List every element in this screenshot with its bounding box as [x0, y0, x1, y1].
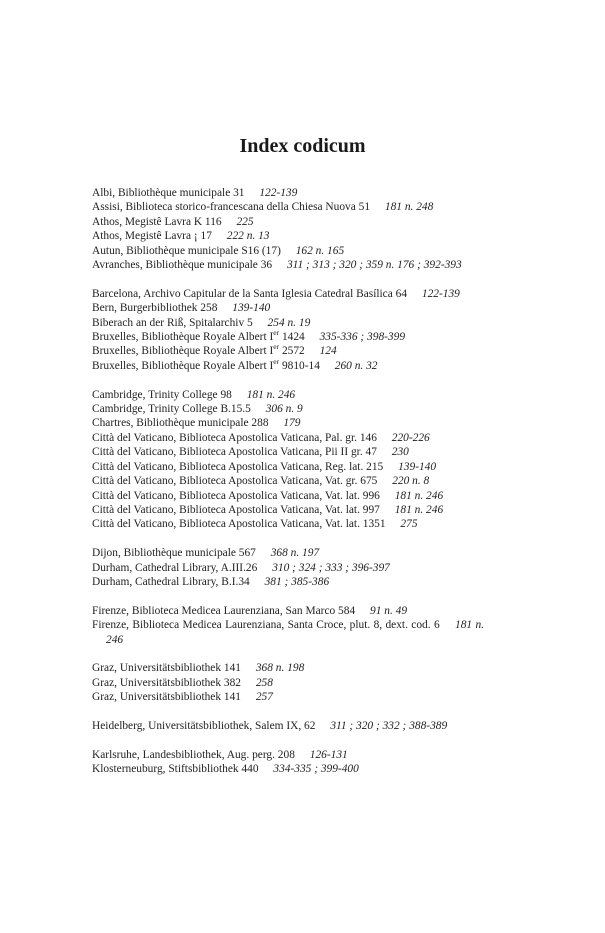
shelfmark: Città del Vaticano, Biblioteca Apostolica Vaticana, Vat. lat. 1351 — [92, 518, 386, 531]
page-references: 275 — [400, 518, 418, 531]
index-entry — [92, 229, 484, 243]
shelfmark: Bruxelles, Bibliothèque Royale Albert I — [92, 345, 274, 358]
index-entry — [92, 186, 484, 200]
shelfmark: Durham, Cathedral Library, B.I.34 — [92, 575, 250, 588]
ordinal-superscript: er — [273, 357, 280, 367]
index-entry — [92, 388, 484, 402]
shelfmark: Cambridge, Trinity College 98 — [92, 388, 232, 401]
shelfmark: Città del Vaticano, Biblioteca Apostolica Vaticana, Pal. gr. 146 — [92, 431, 377, 444]
page-references: 122-139 — [259, 187, 298, 199]
shelfmark: Firenze, Biblioteca Medicea Laurenziana, Santa Croce, plut. 8, dext. cod. 6 — [92, 619, 440, 632]
page-references: 126-131 — [309, 748, 348, 761]
index-letter-group — [92, 719, 484, 733]
page-title: Index codicum — [239, 135, 366, 157]
page-references: 179 — [283, 417, 301, 430]
page-references: 258 — [255, 676, 273, 689]
page-references: 181 n. 246 — [394, 503, 444, 516]
shelfmark: Bruxelles, Bibliothèque Royale Albert I — [92, 331, 274, 344]
shelfmark: Autun, Bibliothèque municipale S16 (17) — [92, 244, 281, 257]
shelfmark: Firenze, Biblioteca Medicea Laurenziana, San Marco 584 — [92, 604, 356, 617]
index-letter-group — [92, 748, 484, 777]
shelfmark: Città del Vaticano, Biblioteca Apostolica Vaticana, Vat. lat. 996 — [92, 489, 380, 502]
shelfmark: Barcelona, Archivo Capitular de la Santa Iglesia Catedral Basílica 64 — [92, 287, 408, 300]
shelfmark: Heidelberg, Universitätsbibliothek, Salem IX, 62 — [92, 719, 316, 732]
index-entry — [92, 575, 484, 589]
index-entry — [92, 287, 484, 301]
index-entry — [92, 748, 484, 762]
index-entry — [92, 661, 484, 675]
index-entry — [92, 316, 484, 330]
shelfmark: Athos, Megistê Lavra ¡ 17 — [92, 230, 212, 243]
shelfmark: Dijon, Bibliothèque municipale 567 — [92, 547, 256, 560]
page-references: 257 — [255, 691, 273, 704]
page-references: 91 n. 49 — [370, 604, 408, 617]
page-references: 306 n. 9 — [265, 403, 303, 416]
index-entry — [92, 445, 484, 459]
index-entry — [92, 301, 484, 315]
page-references: 368 n. 197 — [270, 547, 320, 560]
ordinal-superscript: er — [273, 342, 280, 352]
shelfmark-number: 1424 — [279, 331, 305, 344]
index-letter-group — [92, 186, 484, 272]
shelfmark: Chartres, Bibliothèque municipale 288 — [92, 417, 269, 430]
page-references: 139-140 — [398, 460, 437, 473]
index-entry — [92, 604, 484, 618]
index-entry — [92, 344, 484, 358]
page-references: 254 n. 19 — [267, 316, 311, 329]
index-entry — [92, 460, 484, 474]
shelfmark: Athos, Megistê Lavra K 116 — [92, 215, 222, 228]
index-entry — [92, 416, 484, 430]
page-references: 225 — [236, 215, 254, 228]
index-entry — [92, 762, 484, 776]
page-references: 139-140 — [232, 302, 271, 315]
shelfmark: Assisi, Biblioteca storico-francescana della Chiesa Nuova 51 — [92, 201, 371, 214]
page-references: 230 — [391, 446, 409, 459]
shelfmark: Graz, Universitätsbibliothek 141 — [92, 691, 241, 704]
shelfmark: Avranches, Bibliothèque municipale 36 — [92, 259, 273, 272]
index-entry — [92, 244, 484, 258]
index-entry — [92, 489, 484, 503]
page-references: 181 n. 248 — [384, 201, 434, 214]
index-entry — [92, 258, 484, 272]
page-references: 122-139 — [421, 287, 460, 300]
page-references: 260 n. 32 — [334, 359, 378, 372]
page-references: 181 n. 246 — [106, 619, 484, 646]
shelfmark: Biberach an der Riß, Spitalarchiv 5 — [92, 316, 253, 329]
index-entry — [92, 517, 484, 531]
shelfmark: Città del Vaticano, Biblioteca Apostolica Vaticana, Pii II gr. 47 — [92, 446, 377, 459]
shelfmark: Albi, Bibliothèque municipale 31 — [92, 187, 245, 199]
shelfmark: Città del Vaticano, Biblioteca Apostolica Vaticana, Reg. lat. 215 — [92, 460, 384, 473]
index-entry — [92, 402, 484, 416]
shelfmark: Graz, Universitätsbibliothek 382 — [92, 676, 241, 689]
shelfmark: Città del Vaticano, Biblioteca Apostolica Vaticana, Vat. gr. 675 — [92, 475, 378, 488]
shelfmark: Klosterneuburg, Stiftsbibliothek 440 — [92, 763, 259, 776]
index-entry — [92, 200, 484, 214]
shelfmark: Cambridge, Trinity College B.15.5 — [92, 403, 251, 416]
index-entry — [92, 676, 484, 690]
index-entry — [92, 546, 484, 560]
manuscript-index — [92, 186, 484, 791]
page-references: 222 n. 13 — [226, 230, 270, 243]
page-references: 162 n. 165 — [295, 244, 345, 257]
index-letter-group — [92, 287, 484, 373]
page-references: 335-336 ; 398-399 — [319, 331, 406, 344]
page-references: 368 n. 198 — [255, 662, 305, 675]
index-entry — [92, 359, 484, 373]
page-references: 334-335 ; 399-400 — [273, 763, 359, 776]
shelfmark: Bruxelles, Bibliothèque Royale Albert I — [92, 359, 274, 372]
page-references: 220-226 — [391, 431, 430, 444]
index-entry — [92, 561, 484, 575]
index-letter-group — [92, 546, 484, 589]
index-letter-group — [92, 604, 484, 647]
index-entry — [92, 474, 484, 488]
page-references: 381 ; 385-386 — [264, 575, 330, 588]
page-references: 181 n. 246 — [394, 489, 444, 502]
index-entry — [92, 215, 484, 229]
ordinal-superscript: er — [273, 328, 280, 338]
index-entry — [92, 330, 484, 344]
shelfmark-number: 2572 — [279, 345, 305, 358]
page-references: 220 n. 8 — [392, 475, 430, 488]
shelfmark: Graz, Universitätsbibliothek 141 — [92, 662, 241, 675]
page-references: 124 — [319, 345, 337, 358]
page-references: 311 ; 320 ; 332 ; 388-389 — [330, 719, 448, 732]
index-entry — [92, 431, 484, 445]
page-references: 181 n. 246 — [246, 388, 296, 401]
page-references: 310 ; 324 ; 333 ; 396-397 — [272, 561, 390, 574]
shelfmark: Karlsruhe, Landesbibliothek, Aug. perg. 208 — [92, 748, 295, 761]
index-entry — [92, 719, 484, 733]
index-letter-group — [92, 661, 484, 704]
index-letter-group — [92, 388, 484, 532]
shelfmark: Bern, Burgerbibliothek 258 — [92, 302, 218, 315]
index-entry — [92, 690, 484, 704]
index-entry — [92, 503, 484, 517]
index-entry — [92, 618, 484, 647]
shelfmark: Città del Vaticano, Biblioteca Apostolica Vaticana, Vat. lat. 997 — [92, 503, 380, 516]
page-references: 311 ; 313 ; 320 ; 359 n. 176 ; 392-393 — [286, 259, 462, 272]
shelfmark: Durham, Cathedral Library, A.III.26 — [92, 561, 258, 574]
shelfmark-number: 9810-14 — [279, 359, 320, 372]
